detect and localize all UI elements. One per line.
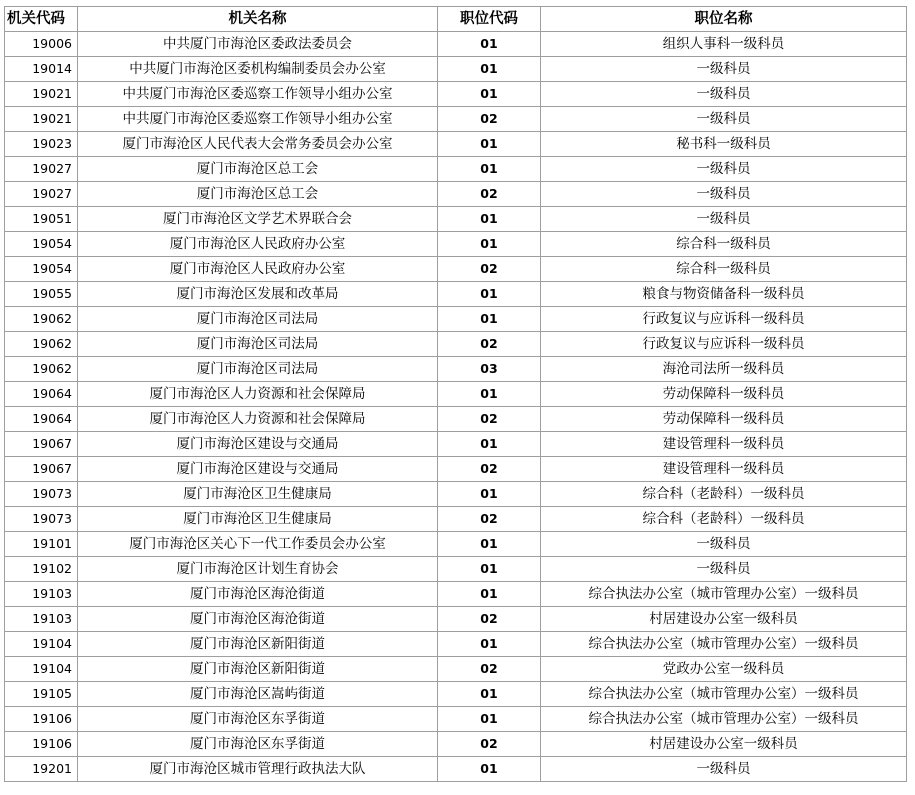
- position-code-cell: 02: [438, 507, 541, 532]
- agency-code-cell: 19014: [5, 57, 78, 82]
- table-row: [5, 32, 907, 57]
- position-code-cell: 01: [438, 32, 541, 57]
- position-code-cell: 02: [438, 332, 541, 357]
- position-code-cell: 01: [438, 282, 541, 307]
- position-name-cell: 一级科员: [541, 532, 907, 557]
- agency-name-cell: 厦门市海沧区总工会: [78, 182, 438, 207]
- agency-name-cell: 厦门市海沧区发展和改革局: [78, 282, 438, 307]
- agency-code-cell: 19103: [5, 607, 78, 632]
- agency-name-cell: 厦门市海沧区海沧街道: [78, 582, 438, 607]
- position-name-cell: 一级科员: [541, 57, 907, 82]
- table-row: [5, 582, 907, 607]
- position-code-cell: 03: [438, 357, 541, 382]
- agency-name-cell: 厦门市海沧区东孚街道: [78, 707, 438, 732]
- agency-name-cell: 厦门市海沧区人力资源和社会保障局: [78, 382, 438, 407]
- table-row: [5, 757, 907, 782]
- table-row: [5, 182, 907, 207]
- position-name-cell: 建设管理科一级科员: [541, 432, 907, 457]
- position-code-cell: 01: [438, 582, 541, 607]
- position-code-cell: 02: [438, 732, 541, 757]
- table-row: [5, 432, 907, 457]
- position-code-cell: 02: [438, 457, 541, 482]
- agency-code-cell: 19103: [5, 582, 78, 607]
- agency-code-cell: 19051: [5, 207, 78, 232]
- table-row: [5, 332, 907, 357]
- agency-name-cell: 厦门市海沧区嵩屿街道: [78, 682, 438, 707]
- agency-name-cell: 厦门市海沧区文学艺术界联合会: [78, 207, 438, 232]
- agency-name-cell: 厦门市海沧区建设与交通局: [78, 432, 438, 457]
- position-table: [4, 6, 907, 782]
- table-row: [5, 382, 907, 407]
- position-code-cell: 01: [438, 382, 541, 407]
- header-agency-code: 机关代码: [5, 7, 78, 32]
- position-name-cell: 综合执法办公室（城市管理办公室）一级科员: [541, 632, 907, 657]
- table-header-row: [5, 7, 907, 32]
- table-row: [5, 257, 907, 282]
- position-name-cell: 村居建设办公室一级科员: [541, 607, 907, 632]
- position-code-cell: 01: [438, 557, 541, 582]
- table-row: [5, 407, 907, 432]
- agency-name-cell: 厦门市海沧区人民代表大会常务委员会办公室: [78, 132, 438, 157]
- position-name-cell: 综合科一级科员: [541, 257, 907, 282]
- agency-code-cell: 19201: [5, 757, 78, 782]
- table-row: [5, 232, 907, 257]
- position-name-cell: 综合科（老龄科）一级科员: [541, 482, 907, 507]
- agency-code-cell: 19062: [5, 332, 78, 357]
- position-code-cell: 02: [438, 257, 541, 282]
- position-code-cell: 02: [438, 182, 541, 207]
- table-row: [5, 507, 907, 532]
- header-position-code: 职位代码: [438, 7, 541, 32]
- agency-code-cell: 19006: [5, 32, 78, 57]
- agency-code-cell: 19101: [5, 532, 78, 557]
- table-row: [5, 632, 907, 657]
- table-row: [5, 207, 907, 232]
- position-table-container: [4, 6, 907, 782]
- table-row: [5, 607, 907, 632]
- position-name-cell: 村居建设办公室一级科员: [541, 732, 907, 757]
- position-name-cell: 行政复议与应诉科一级科员: [541, 307, 907, 332]
- position-code-cell: 01: [438, 632, 541, 657]
- position-code-cell: 01: [438, 57, 541, 82]
- agency-code-cell: 19062: [5, 357, 78, 382]
- agency-code-cell: 19073: [5, 507, 78, 532]
- position-code-cell: 02: [438, 107, 541, 132]
- table-row: [5, 107, 907, 132]
- position-name-cell: 行政复议与应诉科一级科员: [541, 332, 907, 357]
- agency-name-cell: 厦门市海沧区卫生健康局: [78, 482, 438, 507]
- agency-code-cell: 19027: [5, 182, 78, 207]
- agency-name-cell: 中共厦门市海沧区委巡察工作领导小组办公室: [78, 107, 438, 132]
- agency-name-cell: 厦门市海沧区司法局: [78, 357, 438, 382]
- agency-code-cell: 19027: [5, 157, 78, 182]
- position-name-cell: 劳动保障科一级科员: [541, 407, 907, 432]
- position-code-cell: 02: [438, 407, 541, 432]
- position-name-cell: 一级科员: [541, 757, 907, 782]
- table-row: [5, 707, 907, 732]
- table-row: [5, 282, 907, 307]
- table-row: [5, 557, 907, 582]
- agency-name-cell: 厦门市海沧区人力资源和社会保障局: [78, 407, 438, 432]
- position-code-cell: 01: [438, 432, 541, 457]
- table-row: [5, 307, 907, 332]
- agency-name-cell: 厦门市海沧区新阳街道: [78, 657, 438, 682]
- agency-code-cell: 19106: [5, 732, 78, 757]
- position-name-cell: 党政办公室一级科员: [541, 657, 907, 682]
- agency-code-cell: 19105: [5, 682, 78, 707]
- agency-code-cell: 19064: [5, 407, 78, 432]
- position-name-cell: 组织人事科一级科员: [541, 32, 907, 57]
- position-name-cell: 一级科员: [541, 157, 907, 182]
- agency-name-cell: 厦门市海沧区司法局: [78, 332, 438, 357]
- agency-code-cell: 19104: [5, 657, 78, 682]
- agency-name-cell: 厦门市海沧区建设与交通局: [78, 457, 438, 482]
- agency-code-cell: 19064: [5, 382, 78, 407]
- agency-name-cell: 厦门市海沧区卫生健康局: [78, 507, 438, 532]
- agency-name-cell: 厦门市海沧区人民政府办公室: [78, 232, 438, 257]
- agency-name-cell: 中共厦门市海沧区委巡察工作领导小组办公室: [78, 82, 438, 107]
- position-name-cell: 一级科员: [541, 107, 907, 132]
- position-name-cell: 海沧司法所一级科员: [541, 357, 907, 382]
- table-row: [5, 457, 907, 482]
- header-position-name: 职位名称: [541, 7, 907, 32]
- agency-name-cell: 厦门市海沧区关心下一代工作委员会办公室: [78, 532, 438, 557]
- position-name-cell: 综合执法办公室（城市管理办公室）一级科员: [541, 582, 907, 607]
- agency-code-cell: 19054: [5, 232, 78, 257]
- position-name-cell: 一级科员: [541, 207, 907, 232]
- agency-name-cell: 厦门市海沧区司法局: [78, 307, 438, 332]
- table-row: [5, 157, 907, 182]
- table-row: [5, 732, 907, 757]
- position-code-cell: 01: [438, 157, 541, 182]
- position-code-cell: 01: [438, 307, 541, 332]
- position-code-cell: 02: [438, 607, 541, 632]
- table-row: [5, 357, 907, 382]
- agency-code-cell: 19067: [5, 457, 78, 482]
- position-name-cell: 劳动保障科一级科员: [541, 382, 907, 407]
- position-code-cell: 01: [438, 482, 541, 507]
- position-name-cell: 综合科一级科员: [541, 232, 907, 257]
- agency-code-cell: 19073: [5, 482, 78, 507]
- agency-code-cell: 19021: [5, 82, 78, 107]
- position-code-cell: 01: [438, 82, 541, 107]
- position-code-cell: 01: [438, 132, 541, 157]
- table-row: [5, 657, 907, 682]
- table-row: [5, 682, 907, 707]
- agency-code-cell: 19055: [5, 282, 78, 307]
- agency-name-cell: 厦门市海沧区东孚街道: [78, 732, 438, 757]
- agency-name-cell: 中共厦门市海沧区委机构编制委员会办公室: [78, 57, 438, 82]
- agency-name-cell: 厦门市海沧区城市管理行政执法大队: [78, 757, 438, 782]
- agency-name-cell: 中共厦门市海沧区委政法委员会: [78, 32, 438, 57]
- table-row: [5, 82, 907, 107]
- agency-code-cell: 19023: [5, 132, 78, 157]
- agency-code-cell: 19104: [5, 632, 78, 657]
- agency-name-cell: 厦门市海沧区新阳街道: [78, 632, 438, 657]
- table-row: [5, 532, 907, 557]
- table-body: [5, 32, 907, 782]
- position-code-cell: 01: [438, 232, 541, 257]
- position-code-cell: 01: [438, 757, 541, 782]
- header-agency-name: 机关名称: [78, 7, 438, 32]
- agency-name-cell: 厦门市海沧区海沧街道: [78, 607, 438, 632]
- position-name-cell: 一级科员: [541, 182, 907, 207]
- agency-code-cell: 19106: [5, 707, 78, 732]
- position-name-cell: 建设管理科一级科员: [541, 457, 907, 482]
- position-code-cell: 02: [438, 657, 541, 682]
- table-row: [5, 482, 907, 507]
- position-name-cell: 一级科员: [541, 82, 907, 107]
- position-name-cell: 综合执法办公室（城市管理办公室）一级科员: [541, 682, 907, 707]
- position-name-cell: 粮食与物资储备科一级科员: [541, 282, 907, 307]
- agency-code-cell: 19062: [5, 307, 78, 332]
- position-name-cell: 综合科（老龄科）一级科员: [541, 507, 907, 532]
- position-code-cell: 01: [438, 707, 541, 732]
- position-code-cell: 01: [438, 532, 541, 557]
- agency-code-cell: 19054: [5, 257, 78, 282]
- position-name-cell: 综合执法办公室（城市管理办公室）一级科员: [541, 707, 907, 732]
- agency-code-cell: 19021: [5, 107, 78, 132]
- position-code-cell: 01: [438, 682, 541, 707]
- position-name-cell: 秘书科一级科员: [541, 132, 907, 157]
- table-row: [5, 132, 907, 157]
- table-row: [5, 57, 907, 82]
- agency-code-cell: 19102: [5, 557, 78, 582]
- agency-name-cell: 厦门市海沧区总工会: [78, 157, 438, 182]
- agency-name-cell: 厦门市海沧区计划生育协会: [78, 557, 438, 582]
- position-code-cell: 01: [438, 207, 541, 232]
- agency-code-cell: 19067: [5, 432, 78, 457]
- agency-name-cell: 厦门市海沧区人民政府办公室: [78, 257, 438, 282]
- position-name-cell: 一级科员: [541, 557, 907, 582]
